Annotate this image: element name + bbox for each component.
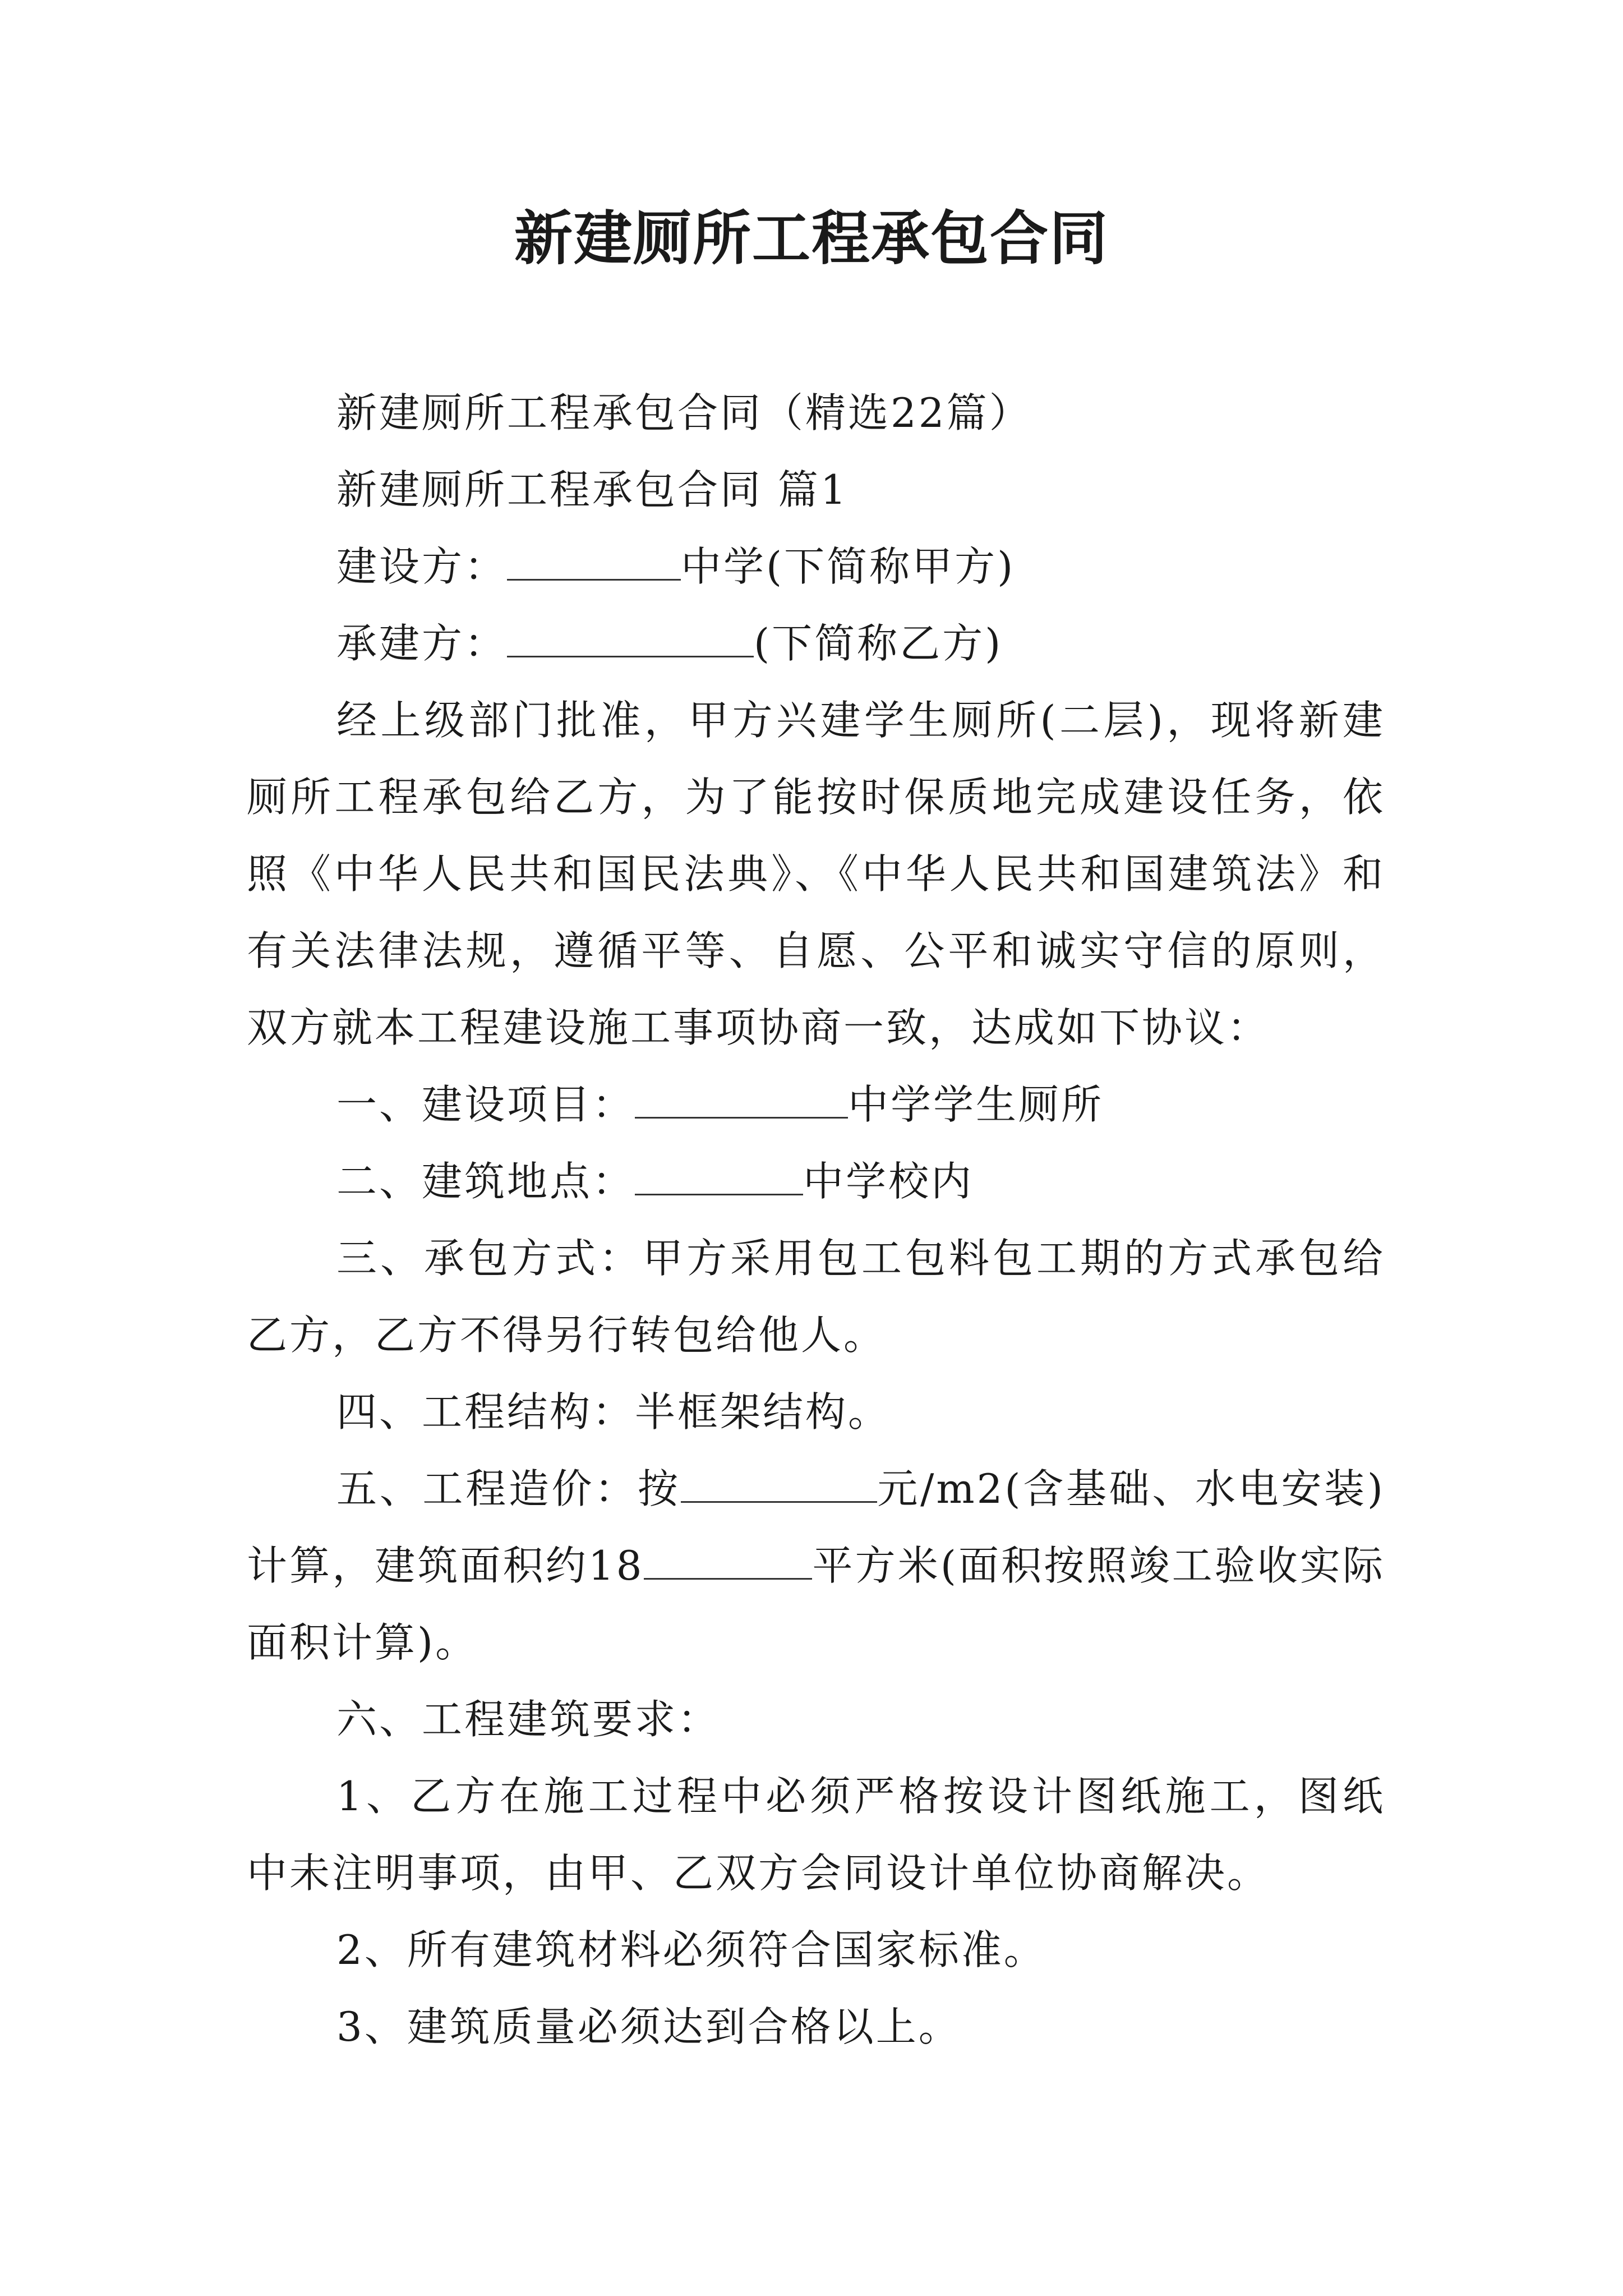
- party-a-line: [247, 528, 1385, 605]
- item1-label: 一、建设项目：: [336, 1081, 635, 1128]
- item3-paragraph: 三、承包方式：甲方采用包工包料包工期的方式承包给乙方，乙方不得另行转包给他人。: [247, 1235, 1385, 1359]
- subtitle-paragraph: 新建厕所工程承包合同（精选22篇）: [336, 389, 1032, 436]
- document-body: [247, 375, 1385, 2065]
- item5-part-a: 五、工程造价：按: [336, 1465, 681, 1512]
- party-b-label: 承建方：: [336, 620, 508, 667]
- party-a-label: 建设方：: [336, 543, 508, 590]
- item2-label: 二、建筑地点：: [336, 1158, 635, 1205]
- item2-text: 中学校内: [803, 1158, 974, 1205]
- item4-paragraph: 四、工程结构：半框架结构。: [336, 1388, 891, 1435]
- item2-line: [247, 1143, 1385, 1220]
- intro-paragraph: 经上级部门批准，甲方兴建学生厕所(二层)，现将新建厕所工程承包给乙方，为了能按时保质地完成建设任务，依照《中华人民共和国民法典》、《中华人民共和国建筑法》和有关法律法规，遵循平等、自愿、公平和诚实守信的原则，双方就本工程建设施工事项协商一致，达成如下协议：: [247, 697, 1385, 1051]
- requirement-3: 3、建筑质量必须达到合格以上。: [336, 2003, 961, 2050]
- document-title: 新建厕所工程承包合同: [514, 204, 1109, 273]
- item1-line: [247, 1066, 1385, 1143]
- section-heading: 新建厕所工程承包合同 篇1: [336, 466, 849, 513]
- item6-heading: 六、工程建筑要求：: [336, 1696, 721, 1743]
- party-b-text: (下简称乙方): [754, 620, 1003, 667]
- item5-area-blank: [644, 1544, 812, 1580]
- item1-text: 中学学生厕所: [848, 1081, 1104, 1128]
- item2-blank: [635, 1160, 803, 1195]
- requirement-1: 1、乙方在施工过程中必须严格按设计图纸施工，图纸中未注明事项，由甲、乙双方会同设计单位协商解决。: [247, 1773, 1385, 1897]
- party-b-line: [247, 605, 1385, 682]
- item5-part-b: 元/m2(含基础、水电安装)计算，建筑面积约18: [247, 1465, 1385, 1589]
- party-b-blank: [507, 622, 754, 657]
- party-a-blank: [507, 545, 681, 581]
- party-a-text: 中学(下简称甲方): [681, 543, 1016, 590]
- item5-part-c: 平方米(面积按照竣工验收实际面积计算)。: [247, 1542, 1385, 1666]
- item5-paragraph: [247, 1451, 1385, 1681]
- item1-blank: [635, 1083, 848, 1119]
- requirement-2: 2、所有建筑材料必须符合国家标准。: [336, 1926, 1046, 1973]
- item5-price-blank: [681, 1467, 877, 1503]
